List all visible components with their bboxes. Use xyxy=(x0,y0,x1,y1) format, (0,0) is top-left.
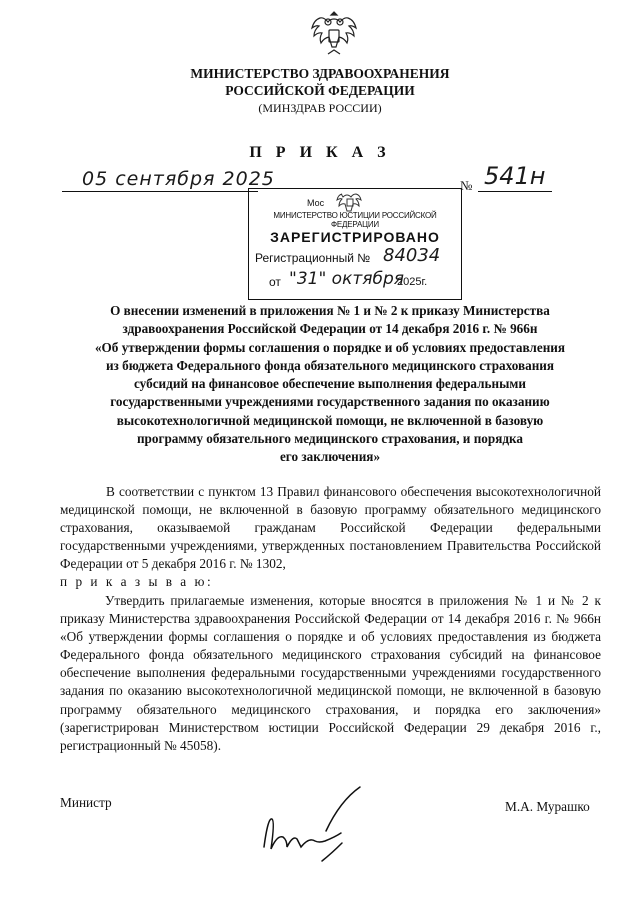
order-number-sign: № xyxy=(460,178,473,193)
subject-line: его заключения» xyxy=(279,449,381,465)
registration-stamp xyxy=(248,188,462,300)
signatory-name: М.А. Мурашко xyxy=(505,799,590,814)
stamp-from-label: от xyxy=(269,275,281,289)
body-paragraph-preamble: В соответствии с пунктом 13 Правил финансового обеспечения высокотехнологичной медицинской помощи, не включенной в базовую программу обязательного медицинского страхования, оказываемой гражданам Российской Федерации федеральными государственными учреждениями, утвержденных постановлением Правительства Российской Федерации от 5 декабря 2016 г. № 1302, xyxy=(60,484,601,572)
subject-line: программу обязательного медицинского страхования, и порядка xyxy=(136,431,524,447)
stamp-year: 2025г. xyxy=(397,276,428,288)
body-paragraph-order: Утвердить прилагаемые изменения, которые вносятся в приложения № 1 и № 2 к приказу Министерства здравоохранения Российской Федерации от 14 декабря 2016 г. № 966н «Об утверждении формы соглашения о порядке и об условиях предоставления из бюджета Федерального фонда обязательного медицинского страхования субсидий на финансовое обеспечение выполнения федеральными государственными учреждениями государственного задания по оказанию высокотехнологичной медицинской помощи, не включенной в базовую программу обязательного медицинского страхования, и порядка его заключения» (зарегистрирован Министерством юстиции Российской Федерации 29 декабря 2016 г., регистрационный № 45058). xyxy=(60,593,601,753)
subject-line: высокотехнологичной медицинской помощи, не включенной в базовую xyxy=(116,412,544,428)
handwritten-signature xyxy=(256,785,376,865)
stamp-reg-label: Регистрационный № xyxy=(255,251,371,265)
stamp-from-date: "31" октября xyxy=(289,269,404,289)
ministry-name-line2: РОССИЙСКОЙ ФЕДЕРАЦИИ xyxy=(225,83,415,98)
date-underline xyxy=(62,191,258,192)
subject-line: из бюджета Федерального фонда обязательного медицинского страхования xyxy=(105,357,555,373)
signatory-title: Министр xyxy=(60,795,112,810)
ministry-name-line1: МИНИСТЕРСТВО ЗДРАВООХРАНЕНИЯ xyxy=(190,66,450,81)
order-number: 541н xyxy=(484,162,546,190)
coat-of-arms-icon xyxy=(306,6,362,62)
subject-line: О внесении изменений в приложения № 1 и № 2 к приказу Министерства xyxy=(110,303,550,318)
prikazyvayu-directive: п р и к а з ы в а ю: xyxy=(60,574,214,589)
number-underline xyxy=(478,191,552,192)
subject-line: «Об утверждении формы соглашения о порядке и об условиях предоставления xyxy=(94,339,566,355)
stamp-city: Мос xyxy=(307,198,325,208)
subject-line: здравоохранения Российской Федерации от 14 декабря 2016 г. № 966н xyxy=(122,321,538,337)
subject-line: государственными учреждениями государственного задания по оказанию xyxy=(110,394,550,410)
stamp-status: ЗАРЕГИСТРИРОВАНО xyxy=(270,229,440,245)
stamp-reg-number: 84034 xyxy=(383,245,441,266)
stamp-ministry: МИНИСТЕРСТВО ЮСТИЦИИ РОССИЙСКОЙ ФЕДЕРАЦИИ xyxy=(273,211,437,229)
ministry-short-name: (МИНЗДРАВ РОССИИ) xyxy=(258,101,382,115)
order-subject xyxy=(60,302,600,467)
order-date: 05 сентября 2025 xyxy=(82,168,275,190)
subject-line: субсидий на финансовое обеспечение выполнения федеральными xyxy=(134,376,526,392)
document-type-title: П Р И К А З xyxy=(249,144,391,161)
